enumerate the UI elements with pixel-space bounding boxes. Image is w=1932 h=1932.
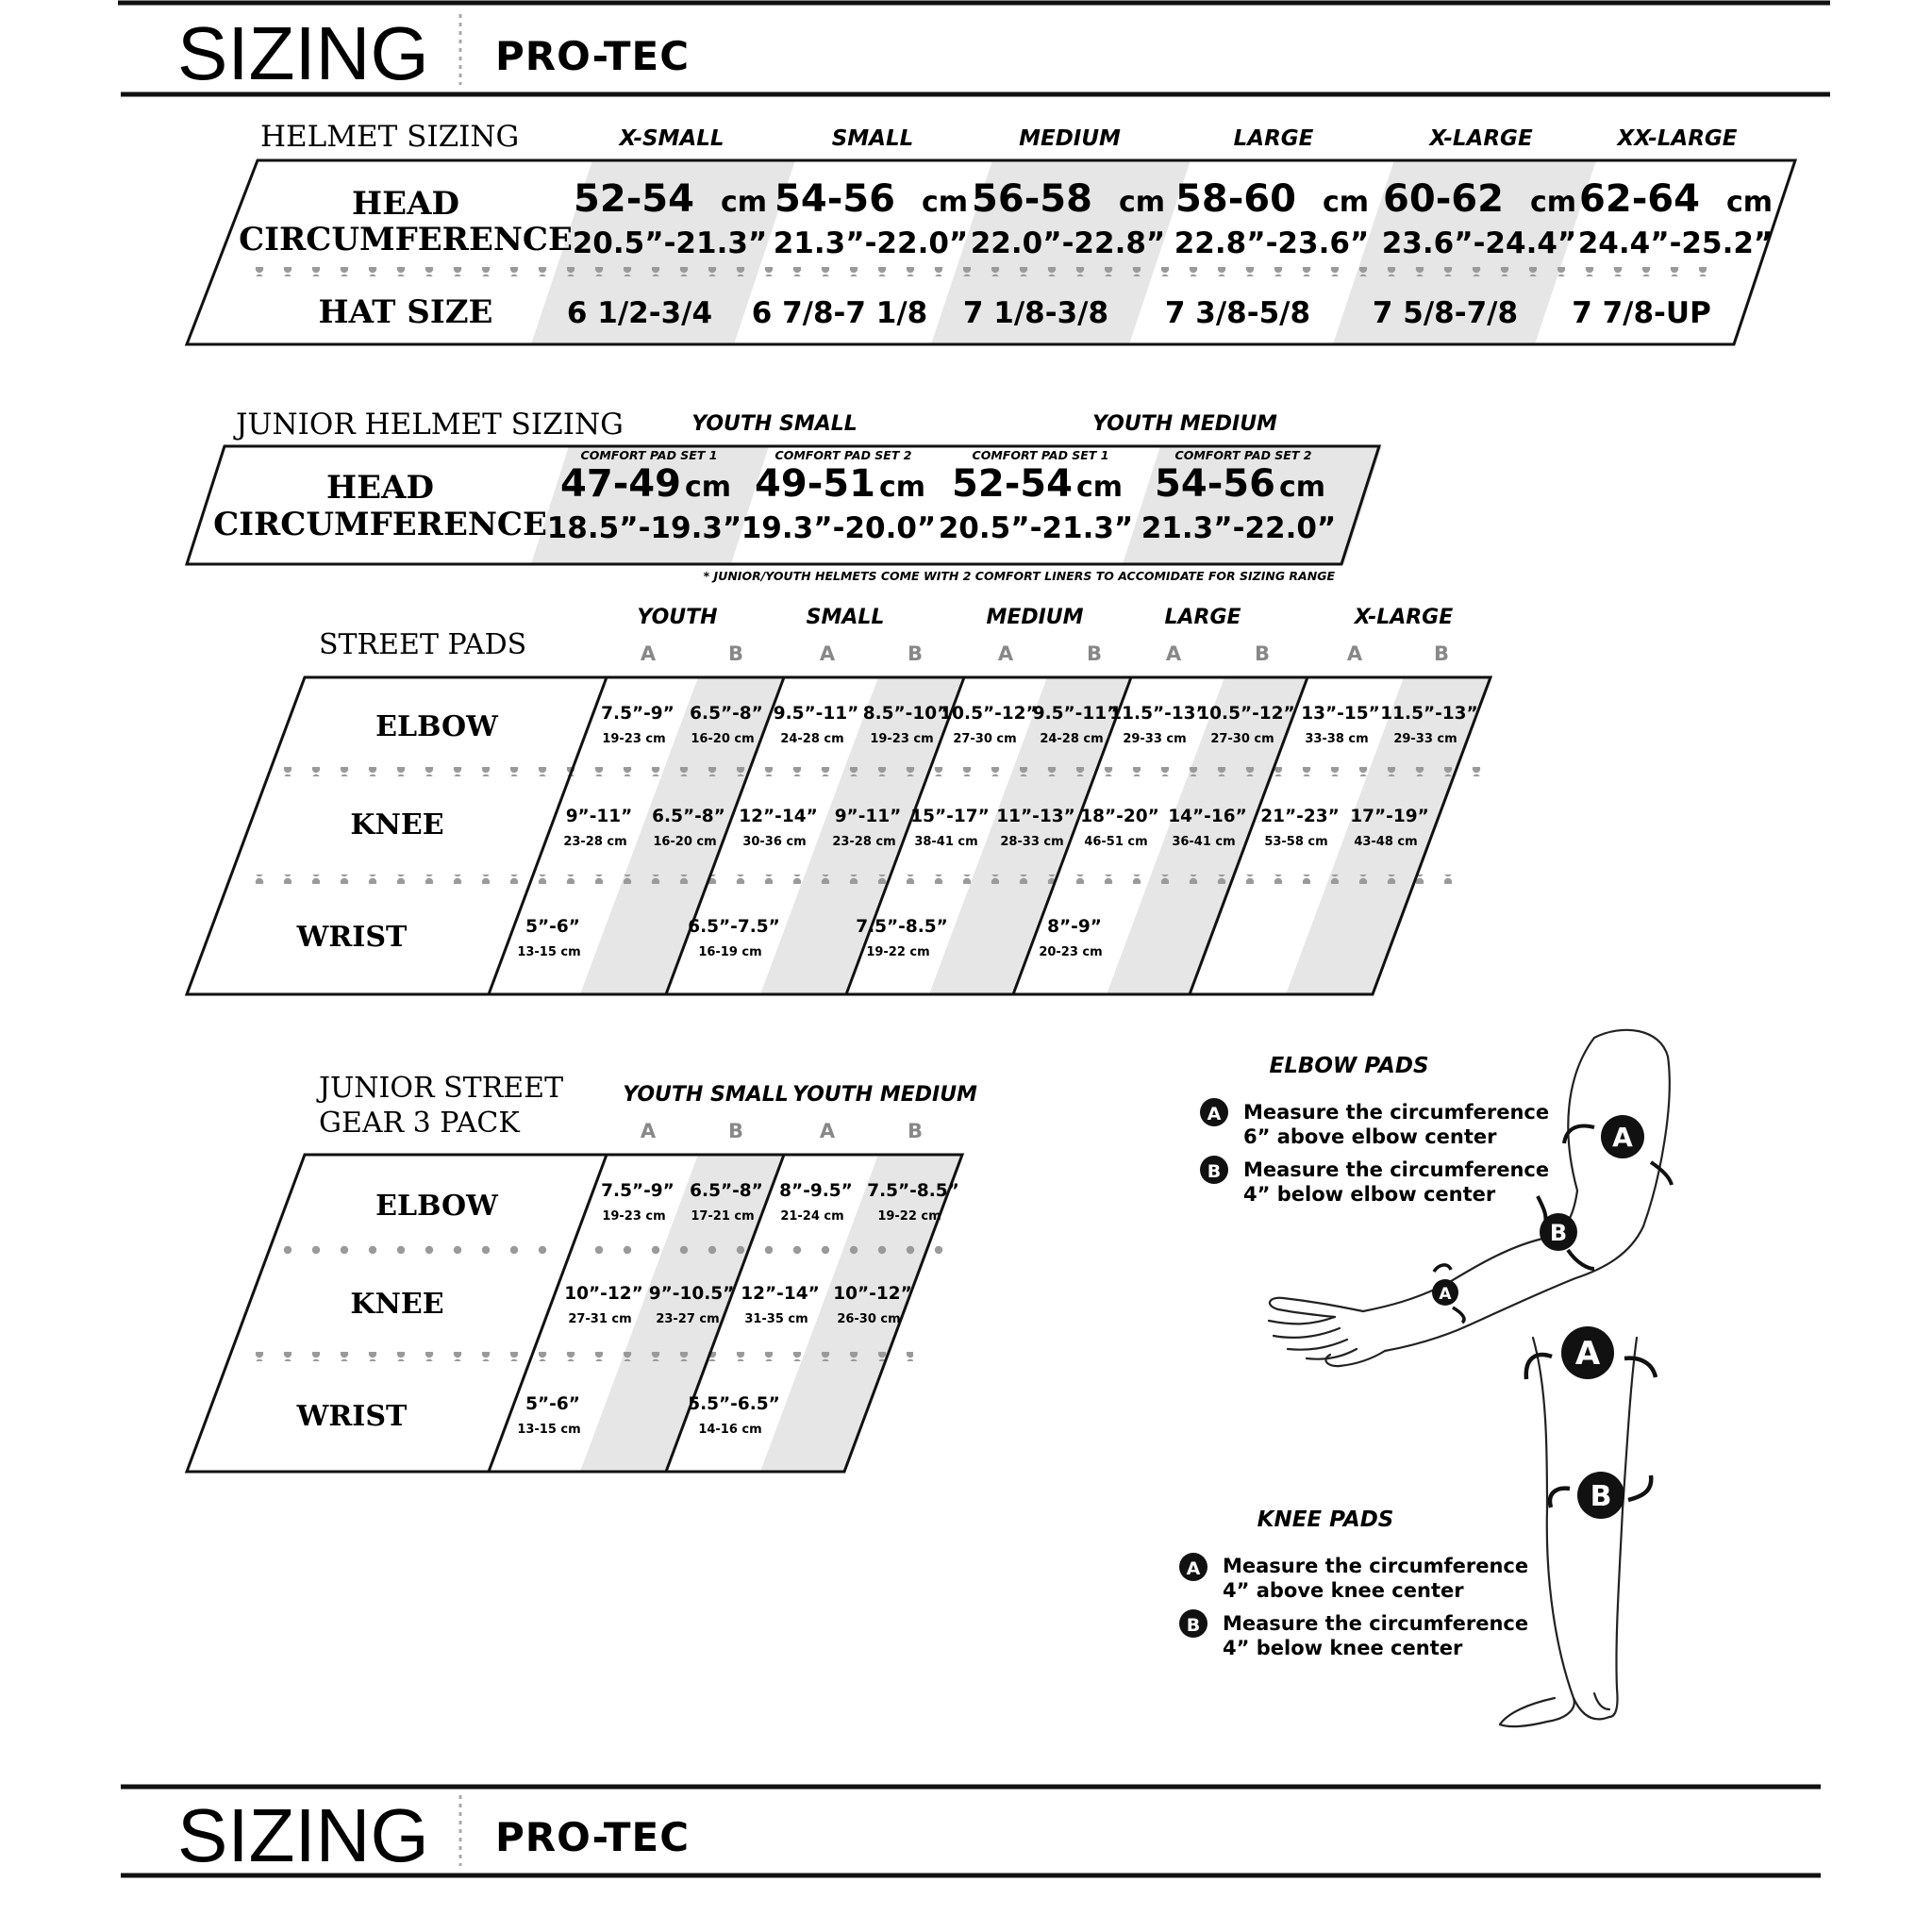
junior-street-title: JUNIOR STREET [319, 1072, 564, 1105]
footer-brand-logo: PRO-TEC [495, 1814, 691, 1860]
knee-marker-a-letter: A [1574, 1335, 1601, 1373]
helmet-cm-unit: cm [1530, 186, 1577, 219]
pad-size-name: LARGE [1164, 606, 1241, 629]
knee-cm-value: 38-41 cm [914, 835, 978, 849]
helmet-cm-unit: cm [1119, 186, 1166, 219]
helmet-cm-unit: cm [1323, 186, 1370, 219]
jr-inch-value: 18.5”-19.3” [546, 511, 742, 545]
elbow-inch-value: 11.5”-13” [1380, 704, 1478, 724]
elbow-marker-b-letter: B [1549, 1220, 1568, 1246]
elbow-inch-value: 11.5”-13” [1109, 704, 1208, 724]
jr-cm-value: 54-56 [1155, 462, 1275, 506]
helmet-size-name: X-LARGE [1429, 126, 1533, 151]
jr-head-circ-label: HEAD [326, 469, 434, 507]
row-label-elbow: ELBOW [375, 710, 498, 743]
badge-b-letter: B [1186, 1615, 1201, 1636]
knee-a-text: Measure the circumference [1223, 1555, 1529, 1577]
hat-size-label: HAT SIZE [318, 293, 493, 331]
column-b-label: B [907, 1120, 924, 1142]
rotate-arrow-icon [1568, 1250, 1594, 1269]
knee-inch-value: 14”-16” [1168, 807, 1247, 826]
jr-knee-inch-value: 10”-12” [833, 1284, 912, 1304]
rotate-arrow-icon [1453, 1307, 1464, 1323]
column-a-label: A [640, 642, 657, 665]
column-b-label: B [907, 642, 924, 665]
rotate-arrow-icon [1628, 1475, 1651, 1500]
helmet-cm-unit: cm [721, 186, 768, 219]
column-a-label: A [1165, 642, 1182, 665]
helmet-cm-value: 62-64 [1579, 177, 1700, 221]
wrist-inch-value: 7.5”-8.5” [856, 917, 948, 937]
knee-inch-value: 9”-11” [834, 807, 902, 826]
helmet-cm-value: 58-60 [1175, 177, 1296, 221]
helmet-cm-value: 52-54 [574, 177, 694, 221]
helmet-hat-value: 7 1/8-3/8 [962, 296, 1109, 330]
knee-cm-value: 53-58 cm [1264, 835, 1328, 849]
elbow-b-text: 4” below elbow center [1243, 1183, 1496, 1206]
leg-illustration [1500, 1338, 1637, 1726]
jr-wrist-cm-value: 13-15 cm [517, 1423, 581, 1437]
wrist-inch-value: 8”-9” [1047, 917, 1102, 937]
street-pads-section [187, 606, 1491, 994]
jr-group-label: YOUTH SMALL [691, 412, 858, 436]
helmet-cm-value: 54-56 [774, 177, 895, 221]
footer-title: SIZING [177, 1793, 429, 1877]
knee-cm-value: 46-51 cm [1084, 835, 1148, 849]
knee-cm-value: 23-28 cm [563, 835, 627, 849]
knee-cm-value: 16-20 cm [653, 835, 717, 849]
elbow-a-text: 6” above elbow center [1243, 1125, 1497, 1148]
jr-elbow-inch-value: 6.5”-8” [690, 1181, 763, 1201]
helmet-cm-value: 56-58 [972, 177, 1092, 221]
junior-street-section [187, 1072, 977, 1472]
knee-cm-value: 43-48 cm [1354, 835, 1418, 849]
jr-cm-value: 52-54 [952, 462, 1073, 506]
jr-row-label-wrist: WRIST [296, 1400, 408, 1433]
elbow-inch-value: 9.5”-11” [1032, 704, 1119, 724]
rotate-arrow-icon [1434, 1265, 1451, 1272]
elbow-cm-value: 29-33 cm [1393, 732, 1457, 746]
helmet-inch-value: 24.4”-25.2” [1577, 226, 1774, 260]
head-circ-label: HEAD [352, 185, 459, 223]
pad-size-name: X-LARGE [1354, 606, 1454, 629]
wrist-cm-value: 16-19 cm [698, 945, 762, 959]
rotate-arrow-icon [1651, 1162, 1672, 1185]
elbow-inch-value: 10.5”-12” [1197, 704, 1295, 724]
jr-wrist-cm-value: 14-16 cm [698, 1423, 762, 1437]
knee-a-text: 4” above knee center [1223, 1579, 1464, 1602]
comfort-pad-label: COMFORT PAD SET 2 [1174, 448, 1312, 462]
elbow-guide-title: ELBOW PADS [1269, 1054, 1429, 1078]
column-a-label: A [1346, 642, 1363, 665]
column-b-label: B [1086, 642, 1103, 665]
column-b-label: B [1254, 642, 1271, 665]
knee-marker-b-letter: B [1590, 1480, 1612, 1513]
helmet-hat-value: 7 7/8-UP [1572, 296, 1711, 330]
knee-b-text: 4” below knee center [1223, 1637, 1463, 1659]
elbow-cm-value: 16-20 cm [691, 732, 755, 746]
badge-b-letter: B [1207, 1161, 1222, 1182]
pad-size-name: YOUTH [637, 606, 718, 629]
helmet-size-name: MEDIUM [1019, 126, 1121, 151]
junior-helmet-section [187, 408, 1382, 583]
header-title: SIZING [177, 11, 429, 95]
knee-inch-value: 11”-13” [996, 807, 1075, 826]
elbow-inch-value: 6.5”-8” [690, 704, 763, 724]
knee-inch-value: 15”-17” [910, 807, 990, 826]
jr-knee-cm-value: 31-35 cm [744, 1312, 808, 1326]
elbow-marker-a-letter: A [1612, 1122, 1633, 1153]
header-brand-logo: PRO-TEC [495, 33, 691, 79]
helmet-title: HELMET SIZING [260, 120, 520, 154]
knee-guide-title: KNEE PADS [1257, 1507, 1394, 1532]
elbow-inch-value: 8.5”-10” [862, 704, 949, 724]
footer [121, 1787, 1821, 1877]
elbow-cm-value: 29-33 cm [1123, 732, 1187, 746]
pad-size-name: SMALL [806, 606, 885, 629]
helmet-size-name: SMALL [831, 126, 914, 151]
junior-helmet-note: * JUNIOR/YOUTH HELMETS COME WITH 2 COMFORT LINERS TO ACCOMIDATE FOR SIZING RANGE [703, 569, 1335, 583]
jr-elbow-inch-value: 8”-9.5” [779, 1181, 853, 1201]
column-b-label: B [1433, 642, 1450, 665]
elbow-cm-value: 27-30 cm [953, 732, 1017, 746]
helmet-hat-value: 7 5/8-7/8 [1372, 296, 1519, 330]
wrist-inch-value: 5”-6” [525, 917, 580, 937]
pad-size-name: MEDIUM [986, 606, 1084, 629]
knee-cm-value: 36-41 cm [1172, 835, 1236, 849]
knee-inch-value: 9”-11” [565, 807, 633, 826]
helmet-inch-value: 23.6”-24.4” [1381, 226, 1577, 260]
jr-inch-value: 20.5”-21.3” [938, 511, 1134, 545]
column-b-label: B [727, 642, 744, 665]
jr-row-label-elbow: ELBOW [375, 1190, 498, 1223]
jr-cm-unit: cm [1076, 471, 1124, 504]
elbow-inch-value: 9.5”-11” [773, 704, 859, 724]
helmet-inch-value: 22.8”-23.6” [1174, 226, 1370, 260]
jr-inch-value: 19.3”-20.0” [741, 511, 937, 545]
jr-pad-size-name: YOUTH SMALL [623, 1083, 789, 1107]
junior-helmet-title: JUNIOR HELMET SIZING [236, 408, 624, 441]
jr-cm-value: 47-49 [560, 462, 681, 506]
wrist-cm-value: 19-22 cm [866, 945, 930, 959]
elbow-inch-value: 13”-15” [1301, 704, 1380, 724]
jr-cm-unit: cm [879, 471, 926, 504]
helmet-inch-value: 22.0”-22.8” [970, 226, 1166, 260]
rotate-arrow-icon [1624, 1358, 1656, 1377]
jr-knee-cm-value: 27-31 cm [568, 1312, 632, 1326]
jr-group-label: YOUTH MEDIUM [1092, 412, 1277, 436]
jr-elbow-cm-value: 21-24 cm [780, 1209, 844, 1224]
elbow-b-text: Measure the circumference [1243, 1158, 1550, 1181]
jr-knee-inch-value: 10”-12” [564, 1284, 643, 1304]
jr-knee-inch-value: 12”-14” [741, 1284, 820, 1304]
jr-knee-cm-value: 26-30 cm [837, 1312, 901, 1326]
helmet-size-name: LARGE [1233, 126, 1314, 151]
helmet-cm-unit: cm [1726, 186, 1774, 219]
rotate-arrow-icon [1550, 1489, 1570, 1507]
junior-street-title: GEAR 3 PACK [319, 1107, 520, 1140]
helmet-inch-value: 20.5”-21.3” [572, 226, 768, 260]
comfort-pad-label: COMFORT PAD SET 1 [972, 448, 1109, 462]
comfort-pad-label: COMFORT PAD SET 1 [580, 448, 718, 462]
helmet-cm-unit: cm [922, 186, 969, 219]
elbow-cm-value: 24-28 cm [780, 732, 844, 746]
jr-elbow-inch-value: 7.5”-9” [601, 1181, 675, 1201]
jr-head-circ-label: CIRCUMFERENCE [213, 506, 547, 543]
column-a-label: A [819, 1120, 836, 1142]
elbow-inch-value: 7.5”-9” [601, 704, 675, 724]
column-a-label: A [997, 642, 1014, 665]
helmet-size-name: XX-LARGE [1617, 126, 1738, 151]
head-circ-label: CIRCUMFERENCE [239, 221, 573, 258]
jr-wrist-inch-value: 5.5”-6.5” [688, 1394, 780, 1414]
knee-b-text: Measure the circumference [1223, 1612, 1529, 1635]
knee-inch-value: 18”-20” [1080, 807, 1159, 826]
knee-inch-value: 6.5”-8” [652, 807, 725, 826]
street-pads-title: STREET PADS [319, 628, 527, 661]
helmet-inch-value: 21.3”-22.0” [773, 226, 969, 260]
row-label-wrist: WRIST [296, 921, 408, 954]
wrist-inch-value: 6.5”-7.5” [688, 917, 780, 937]
knee-measure-guide [1179, 1507, 1528, 1659]
jr-cm-value: 49-51 [755, 462, 875, 506]
jr-inch-value: 21.3”-22.0” [1141, 511, 1337, 545]
elbow-inch-value: 10.5”-12” [940, 704, 1038, 724]
comfort-pad-label: COMFORT PAD SET 2 [774, 448, 912, 462]
row-label-knee: KNEE [350, 808, 444, 841]
knee-cm-value: 30-36 cm [742, 835, 807, 849]
jr-wrist-inch-value: 5”-6” [525, 1394, 580, 1414]
header [118, 3, 1830, 95]
elbow-a-text: Measure the circumference [1243, 1101, 1550, 1124]
jr-cm-unit: cm [685, 471, 732, 504]
column-a-label: A [819, 642, 836, 665]
badge-a-letter: A [1186, 1558, 1201, 1579]
helmet-cm-value: 60-62 [1383, 177, 1504, 221]
knee-inch-value: 12”-14” [739, 807, 818, 826]
badge-a-letter: A [1207, 1104, 1222, 1124]
jr-elbow-inch-value: 7.5”-8.5” [867, 1181, 959, 1201]
jr-elbow-cm-value: 19-23 cm [602, 1209, 666, 1224]
jr-knee-inch-value: 9”-10.5” [648, 1284, 735, 1304]
knee-cm-value: 23-28 cm [832, 835, 896, 849]
jr-row-label-knee: KNEE [350, 1288, 444, 1321]
elbow-cm-value: 19-23 cm [602, 732, 666, 746]
helmet-size-name: X-SMALL [619, 126, 724, 151]
elbow-cm-value: 27-30 cm [1210, 732, 1274, 746]
helmet-hat-value: 6 7/8-7 1/8 [751, 296, 928, 330]
wrist-marker-a-letter: A [1439, 1285, 1452, 1304]
helmet-hat-value: 6 1/2-3/4 [566, 296, 713, 330]
helmet-sizing-section [187, 120, 1795, 344]
wrist-cm-value: 20-23 cm [1039, 945, 1103, 959]
jr-pad-size-name: YOUTH MEDIUM [792, 1083, 977, 1107]
jr-elbow-cm-value: 19-22 cm [877, 1209, 941, 1224]
column-a-label: A [640, 1120, 657, 1142]
knee-inch-value: 17”-19” [1350, 807, 1429, 826]
elbow-cm-value: 19-23 cm [870, 732, 934, 746]
rotate-arrow-icon [1538, 1196, 1546, 1223]
elbow-measure-guide [1200, 1054, 1549, 1206]
knee-cm-value: 28-33 cm [1000, 835, 1064, 849]
helmet-hat-value: 7 3/8-5/8 [1164, 296, 1311, 330]
elbow-cm-value: 24-28 cm [1040, 732, 1104, 746]
jr-cm-unit: cm [1279, 471, 1326, 504]
wrist-cm-value: 13-15 cm [517, 945, 581, 959]
jr-knee-cm-value: 23-27 cm [656, 1312, 720, 1326]
elbow-cm-value: 33-38 cm [1305, 732, 1369, 746]
column-b-label: B [727, 1120, 744, 1142]
jr-elbow-cm-value: 17-21 cm [691, 1209, 755, 1224]
knee-inch-value: 21”-23” [1260, 807, 1340, 826]
